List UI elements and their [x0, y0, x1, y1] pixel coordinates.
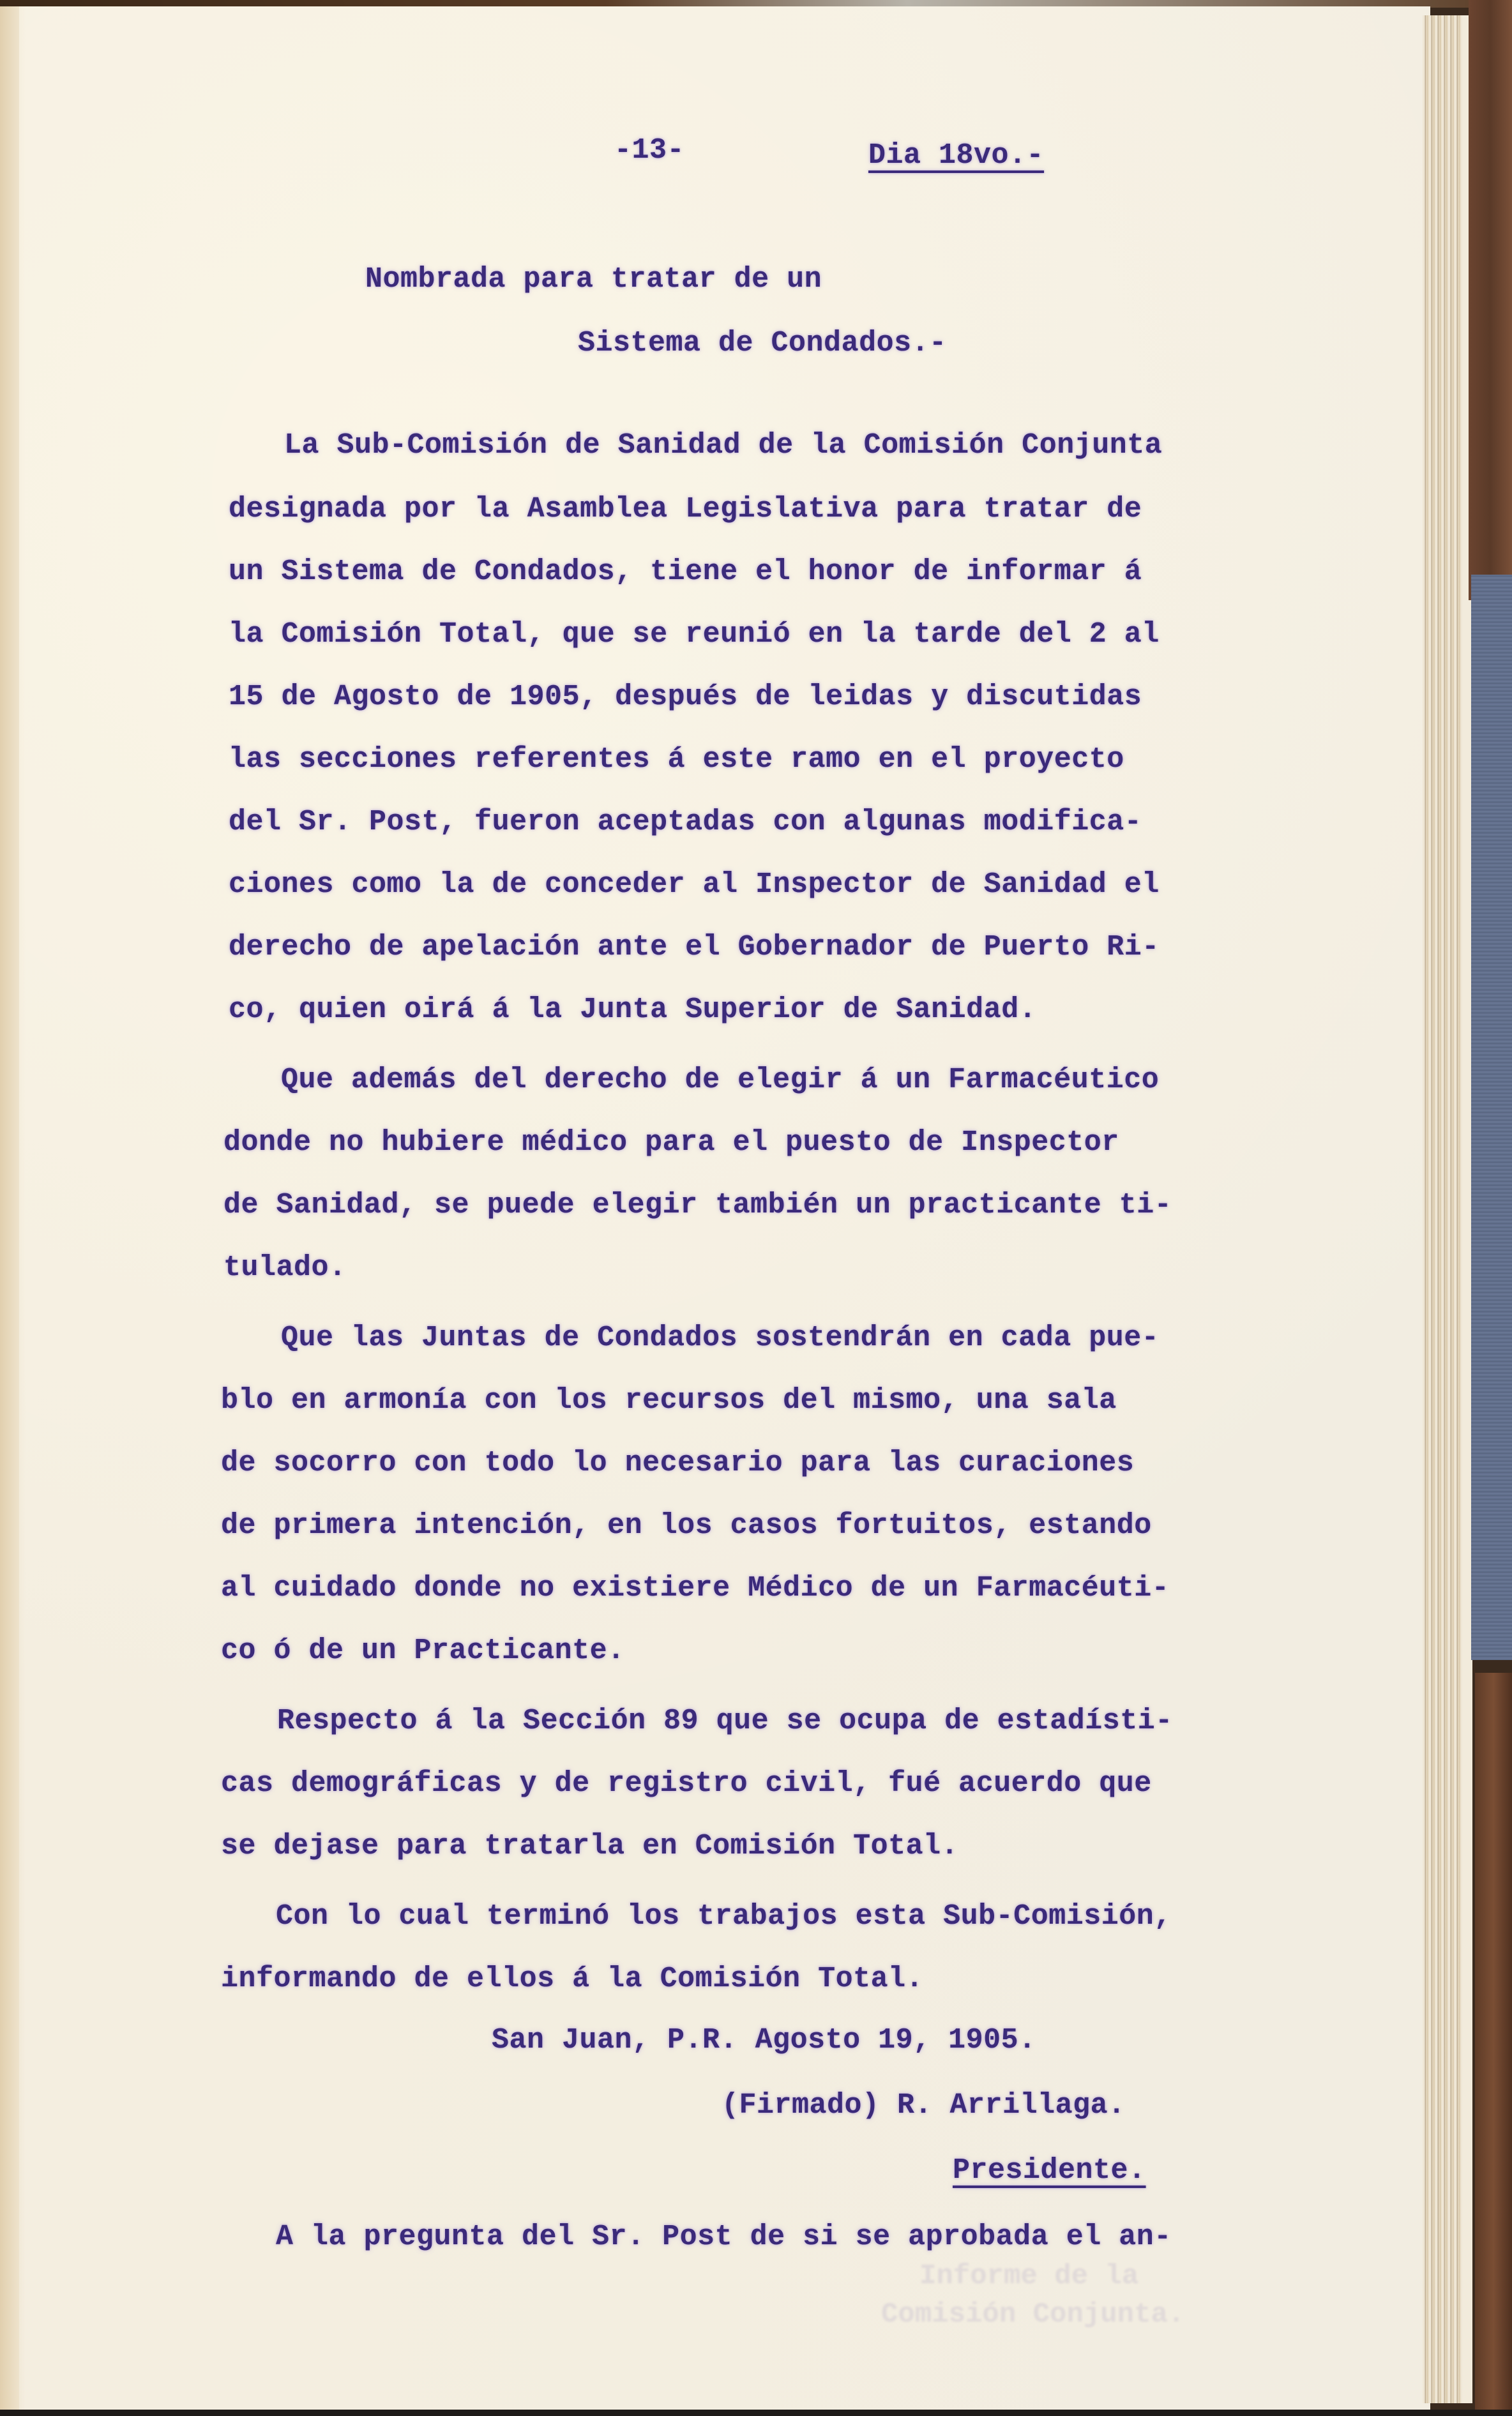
- body-line: designada por la Asamblea Legislativa para tratar de: [229, 493, 1142, 525]
- body-line: cas demográficas y de registro civil, fué acuerdo que: [221, 1767, 1152, 1800]
- body-line: tulado.: [223, 1251, 347, 1284]
- body-line: blo en armonía con los recursos del mismo, una sala: [221, 1384, 1117, 1417]
- page-gutter-shadow: [0, 6, 19, 2416]
- heading-line-2: Sistema de Condados.-: [578, 327, 947, 359]
- body-line: un Sistema de Condados, tiene el honor de informar á: [229, 555, 1142, 588]
- body-line: de primera intención, en los casos fortuitos, estando: [221, 1509, 1152, 1542]
- body-line: de socorro con todo lo necesario para las curaciones: [221, 1447, 1135, 1479]
- body-line: la Comisión Total, que se reunió en la tarde del 2 al: [229, 618, 1160, 651]
- body-line: se dejase para tratarla en Comisión Total.: [221, 1830, 959, 1862]
- body-line: ciones como la de conceder al Inspector de Sanidad el: [229, 868, 1160, 901]
- body-line: La Sub-Comisión de Sanidad de la Comisión Conjunta: [284, 429, 1163, 462]
- body-line: de Sanidad, se puede elegir también un practicante ti-: [223, 1189, 1172, 1221]
- place-date: San Juan, P.R. Agosto 19, 1905.: [492, 2024, 1036, 2057]
- signature: (Firmado) R. Arrillaga.: [722, 2089, 1126, 2122]
- body-line: co ó de un Practicante.: [221, 1635, 625, 1667]
- body-line: las secciones referentes á este ramo en el proyecto: [229, 743, 1124, 776]
- body-line: Con lo cual terminó los trabajos esta Sub-Comisión,: [276, 1900, 1172, 1933]
- day-label: Dia 18vo.-: [868, 139, 1045, 172]
- body-line: derecho de apelación ante el Gobernador de Puerto Ri-: [229, 931, 1160, 963]
- body-line: Respecto á la Sección 89 que se ocupa de estadísti-: [277, 1705, 1173, 1737]
- body-line: informando de ellos á la Comisión Total.: [221, 1963, 924, 1995]
- book-spine-leather-bottom: [1475, 1673, 1512, 2416]
- bleed-through-text: Comisión Conjunta.: [881, 2299, 1185, 2330]
- body-line: Que las Juntas de Condados sostendrán en cada pue-: [281, 1322, 1160, 1354]
- body-line: al cuidado donde no existiere Médico de un Farmacéuti-: [221, 1572, 1170, 1604]
- heading-line-1: Nombrada para tratar de un: [365, 263, 822, 296]
- signatory-title: Presidente.: [953, 2154, 1146, 2187]
- body-line: co, quien oirá á la Junta Superior de Sanidad.: [229, 993, 1037, 1026]
- book-spine-cloth: [1471, 575, 1512, 1660]
- book-spine-leather-top: [1469, 0, 1512, 600]
- page-number: -13-: [614, 134, 685, 167]
- body-line: 15 de Agosto de 1905, después de leidas y discutidas: [229, 681, 1142, 713]
- book-bottom-edge: [0, 2410, 1512, 2416]
- bleed-through-text: Informe de la: [919, 2260, 1139, 2292]
- body-line-continued: A la pregunta del Sr. Post de si se aprobada el an-: [276, 2221, 1172, 2253]
- body-line: donde no hubiere médico para el puesto de Inspector: [223, 1126, 1119, 1159]
- body-line: Que además del derecho de elegir á un Farmacéutico: [281, 1064, 1160, 1096]
- body-line: del Sr. Post, fueron aceptadas con algunas modifica-: [229, 806, 1142, 838]
